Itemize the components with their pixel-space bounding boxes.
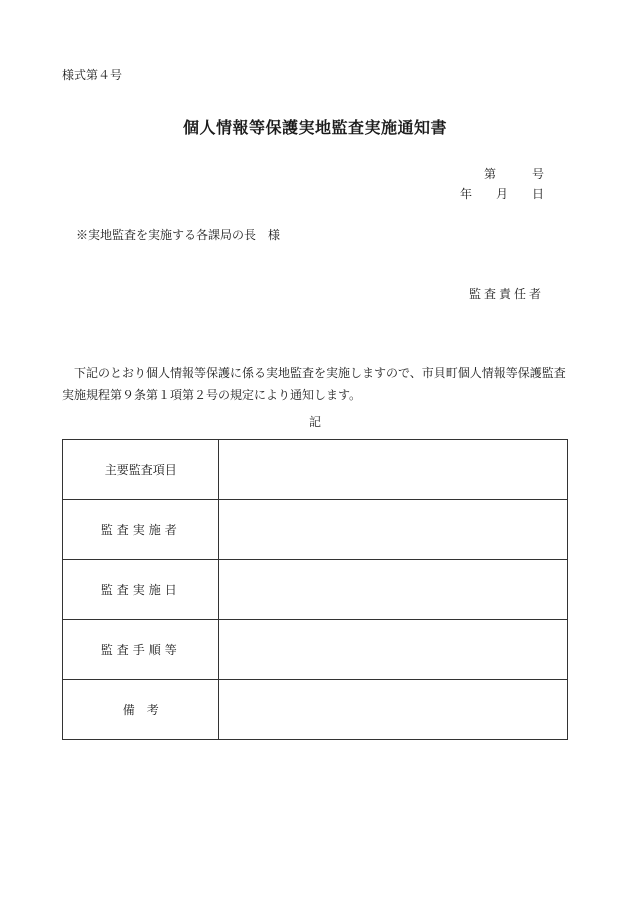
- row-label: 主要監査項目: [63, 440, 219, 500]
- body-paragraph: 下記のとおり個人情報等保護に係る実地監査を実施しますので、市貝町個人情報等保護監査実施規程第９条第１項第２号の規定により通知します。: [62, 366, 566, 402]
- table-row: [63, 500, 568, 560]
- row-label: 監査実施者: [63, 500, 219, 560]
- row-label: 監査実施日: [63, 560, 219, 620]
- table-row: [63, 680, 568, 740]
- table-row: [63, 620, 568, 680]
- row-label: 備 考: [63, 680, 219, 740]
- row-value[interactable]: [219, 620, 568, 680]
- ki-heading: 記: [308, 415, 321, 429]
- date-month: 月: [495, 187, 508, 201]
- number-go: 号: [531, 167, 544, 181]
- form-number: 様式第４号: [62, 68, 123, 82]
- table-row: [63, 560, 568, 620]
- document-number-line: [484, 165, 544, 182]
- number-dai: 第: [483, 167, 496, 181]
- date-line: [460, 185, 544, 202]
- document-title: 個人情報等保護実地監査実施通知書: [182, 118, 447, 137]
- audit-items-table: [62, 439, 568, 740]
- date-year: 年: [459, 187, 472, 201]
- row-value[interactable]: [219, 680, 568, 740]
- addressee: ※実地監査を実施する各課局の長 様: [76, 228, 281, 242]
- row-label: 監査手順等: [63, 620, 219, 680]
- date-day: 日: [531, 187, 544, 201]
- row-value[interactable]: [219, 500, 568, 560]
- table-row: [63, 440, 568, 500]
- row-value[interactable]: [219, 560, 568, 620]
- responsible-person: 監査責任者: [468, 287, 544, 301]
- row-value[interactable]: [219, 440, 568, 500]
